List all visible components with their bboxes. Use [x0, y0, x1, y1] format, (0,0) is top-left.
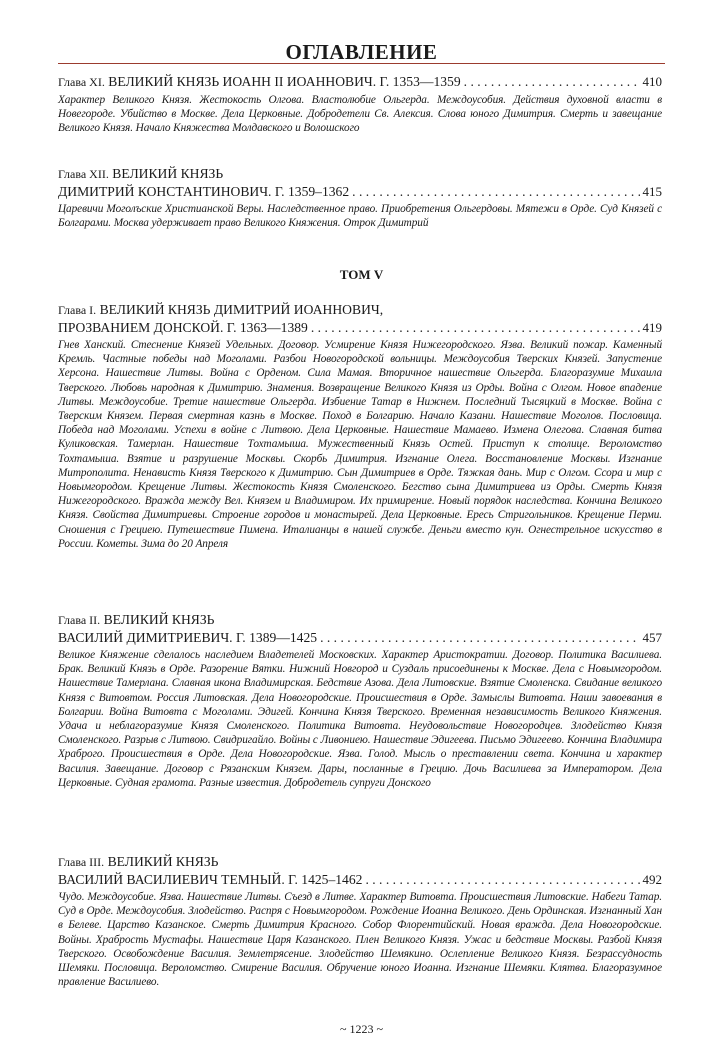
- toc-entry-vol5-ch1: [58, 301, 662, 551]
- chapter-label: Глава II.: [58, 613, 101, 627]
- chapter-summary: Характер Великого Князя. Жестокость Олгова. Властолюбие Ольгерда. Междоусобия. Действия духовной власти в Новегороде. Убийство в Москве. Дела Церковные. Добродетели Св. Алексия. Слова юного Димитрия. Смерть и завещание Великого Князя. Начало Княжества Молдавского и Волошского: [58, 94, 662, 135]
- chapter-title: ВЕЛИКИЙ КНЯЗЬ: [112, 166, 224, 181]
- chapter-label: Глава I.: [58, 303, 97, 317]
- chapter-summary: Великое Княжение сделалось наследием Владетелей Московских. Характер Аристократии. Договор. Политика Василиева. Брак. Великий Князь в Орде. Разорение Вятки. Нижний Новгород и Суздаль присоединены к Москве. Дела с Новымгородом. Нашествие Тамерлана. Славная икона Владимирская. Бедствие Азова. Дела Литовские. Взятие Смоленска. Свидание великого Князя с Витовтом. Россия Литовская. Дела Новогородские. Происшествия в Орде. Замыслы Витовта. Наши завоевания в Болгарии. Война Витовта с Моголами. Эдигей. Кончина Князя Тверского. Временная независимость Великого Княжения. Удача и неблагоразумие Князя Смоленского. Политика Витовта. Неудовольствие Новогородцев. Злодейство Князя Смоленского. Разрыв с Литвою. Свидригайло. Войны с Ливониею. Нашествие Эдигеева. Письмо Эдигеево. Кончина Владимира Храброго. Происшествия в Орде. Дела Новогородские. Язва. Голод. Мысль о преставлении света. Кончина и характер Василия. Завещание. Договор с Рязанским Князем. Дары, посланные в Грецию. Дочь Василиева за Императором. Дела Церковные. Судная грамота. Разные известия. Добродетель супруги Донского: [58, 649, 662, 789]
- title-divider: [58, 63, 665, 64]
- chapter-title-cont: ВАСИЛИЙ ВАСИЛИЕВИЧ ТЕМНЫЙ. Г. 1425–1462: [58, 872, 363, 887]
- page-ref: 492: [642, 872, 662, 887]
- page-ref: 410: [642, 74, 662, 89]
- page-ref: 415: [642, 184, 662, 199]
- chapter-title: ВЕЛИКИЙ КНЯЗЬ ИОАНН II ИОАННОВИЧ. Г. 1353—1359: [108, 74, 461, 89]
- chapter-label: Глава XI.: [58, 75, 105, 89]
- toc-entry-vol5-ch3: [58, 853, 662, 989]
- page-ref: 419: [642, 320, 662, 335]
- chapter-title: ВЕЛИКИЙ КНЯЗЬ: [103, 612, 215, 627]
- leader-dots: [464, 73, 640, 90]
- toc-entry-ch12: [58, 165, 662, 230]
- chapter-summary: Гнев Ханский. Стеснение Князей Удельных. Договор. Усмирение Князя Нижегородского. Язва. Великий пожар. Каменный Кремль. Частные победы над Моголами. Разбои Новогородской вольницы. Междоусобия Тверских Князей. Запустение Херсона. Нашествие Литвы. Война с Орденом. Сила Мамая. Вторичное нашествие Ольгерда. Благоразумие Михаила Тверского. Любовь народная к Димитрию. Знамения. Возвращение Великого Князя из Орды. Война с Олгом. Новое впадение Литвы. Междоусобие. Третие нашествие Ольгерда. Избиение Татар в Нижнем. Последний Тысяцкий в Москве. Война с Тверским Князем. Первая смертная казнь в Москве. Поход в Болгарию. Начало Казани. Нашествие Моголов. Пословица. Победа над Моголами. Успехи в войне с Литвою. Дела Церковные. Нашествие Мамаево. Измена Олегова. Славная битва Куликовская. Тамерлан. Нашествие Тохтамыша. Мужественный Князь Остей. Приступ к столице. Вероломство Тохтамыша. Взятие и разрушение Москвы. Скорбь Димитрия. Изгнание Олега. Восстановление Москвы. Изгнание Митрополита. Ненависть Князя Тверского к Димитрию. Сын Димитриев в Орде. Тяжкая дань. Мир с Олгом. Ссора и мир с Новымгородом. Крещение Литвы. Жестокость Князя Смоленского. Бегство сына Димитриева из Орды. Смерть Князя Нижегородского. Вражда между Вел. Князем и Владимиром. Их примирение. Новый порядок наследства. Кончина Великого Князя. Свойства Димитриевы. Строение городов и монастырей. Дела Церковные. Ересь Стригольников. Крещение Перми. Сношения с Грециею. Путешествие Пимена. Италианцы в нашей службе. Деньги вместо кун. Огнестрельное искусство в России. Кометы. Зима до 20 Апреля: [58, 339, 662, 550]
- volume-heading: ТОМ V: [339, 267, 384, 282]
- toc-heading: [58, 73, 662, 91]
- leader-dots: [320, 629, 639, 646]
- toc-heading-line1: [58, 611, 662, 629]
- chapter-label: Глава III.: [58, 855, 105, 869]
- chapter-label: Глава XII.: [58, 167, 109, 181]
- chapter-summary: Царевичи Моголъские Христианской Веры. Наследственное право. Приобретения Ольгердовы. Мятежи в Орде. Суд Князей с Болгарами. Москва удерживает право Великого Княжения. Отрок Димитрий: [58, 203, 662, 230]
- page-title: ОГЛАВЛЕНИЕ: [285, 40, 438, 64]
- page-ref: 457: [642, 630, 662, 645]
- toc-heading-line2: [58, 871, 662, 888]
- leader-dots: [365, 871, 639, 888]
- chapter-title: ВЕЛИКИЙ КНЯЗЬ: [107, 854, 219, 869]
- chapter-title-cont: ДИМИТРИЙ КОНСТАНТИНОВИЧ. Г. 1359–1362: [58, 184, 350, 199]
- toc-heading-line1: [58, 853, 662, 871]
- chapter-title-cont: ВАСИЛИЙ ДИМИТРИЕВИЧ. Г. 1389—1425: [58, 630, 318, 645]
- toc-heading-line1: [58, 165, 662, 183]
- toc-heading-line1: [58, 301, 662, 319]
- chapter-title-cont: ПРОЗВАНИЕМ ДОНСКОЙ. Г. 1363—1389: [58, 320, 308, 335]
- chapter-summary: Чудо. Междоусобие. Язва. Нашествие Литвы. Съезд в Литве. Характер Витовта. Происшествия Литовские. Набеги Татар. Суд в Орде. Междоусобия. Злодейство. Распря с Новымгородом. Рождение Иоанна Великого. День Ординская. Изгнанный Хан в Белеве. Царство Казанское. Смерть Димитрия Красного. Собор Флорентийский. Новая вражда. Дела Новогородские. Войны. Храбрость Мустафы. Нашествие Царя Казанского. Плен Великого Князя. Ужас и бедствие Москвы. Разбой Князя Тверского. Освобождение Василия. Землетрясение. Злодейство Шемякино. Ослепление Великого Князя. Безрассудность Шемяки. Пословица. Вероломство. Смирение Василия. Обручение юного Иоанна. Изгнание Шемяки. Клятва. Благоразумное правление Василиево.: [58, 891, 662, 989]
- toc-heading-line2: [58, 183, 662, 200]
- toc-entry-ch11: [58, 73, 662, 136]
- page-number: ~ 1223 ~: [340, 1022, 383, 1036]
- leader-dots: [352, 183, 639, 200]
- toc-heading-line2: [58, 319, 662, 336]
- chapter-title: ВЕЛИКИЙ КНЯЗЬ ДИМИТРИЙ ИОАННОВИЧ,: [99, 302, 384, 317]
- toc-heading-line2: [58, 629, 662, 646]
- toc-entry-vol5-ch2: [58, 611, 662, 790]
- leader-dots: [311, 319, 640, 336]
